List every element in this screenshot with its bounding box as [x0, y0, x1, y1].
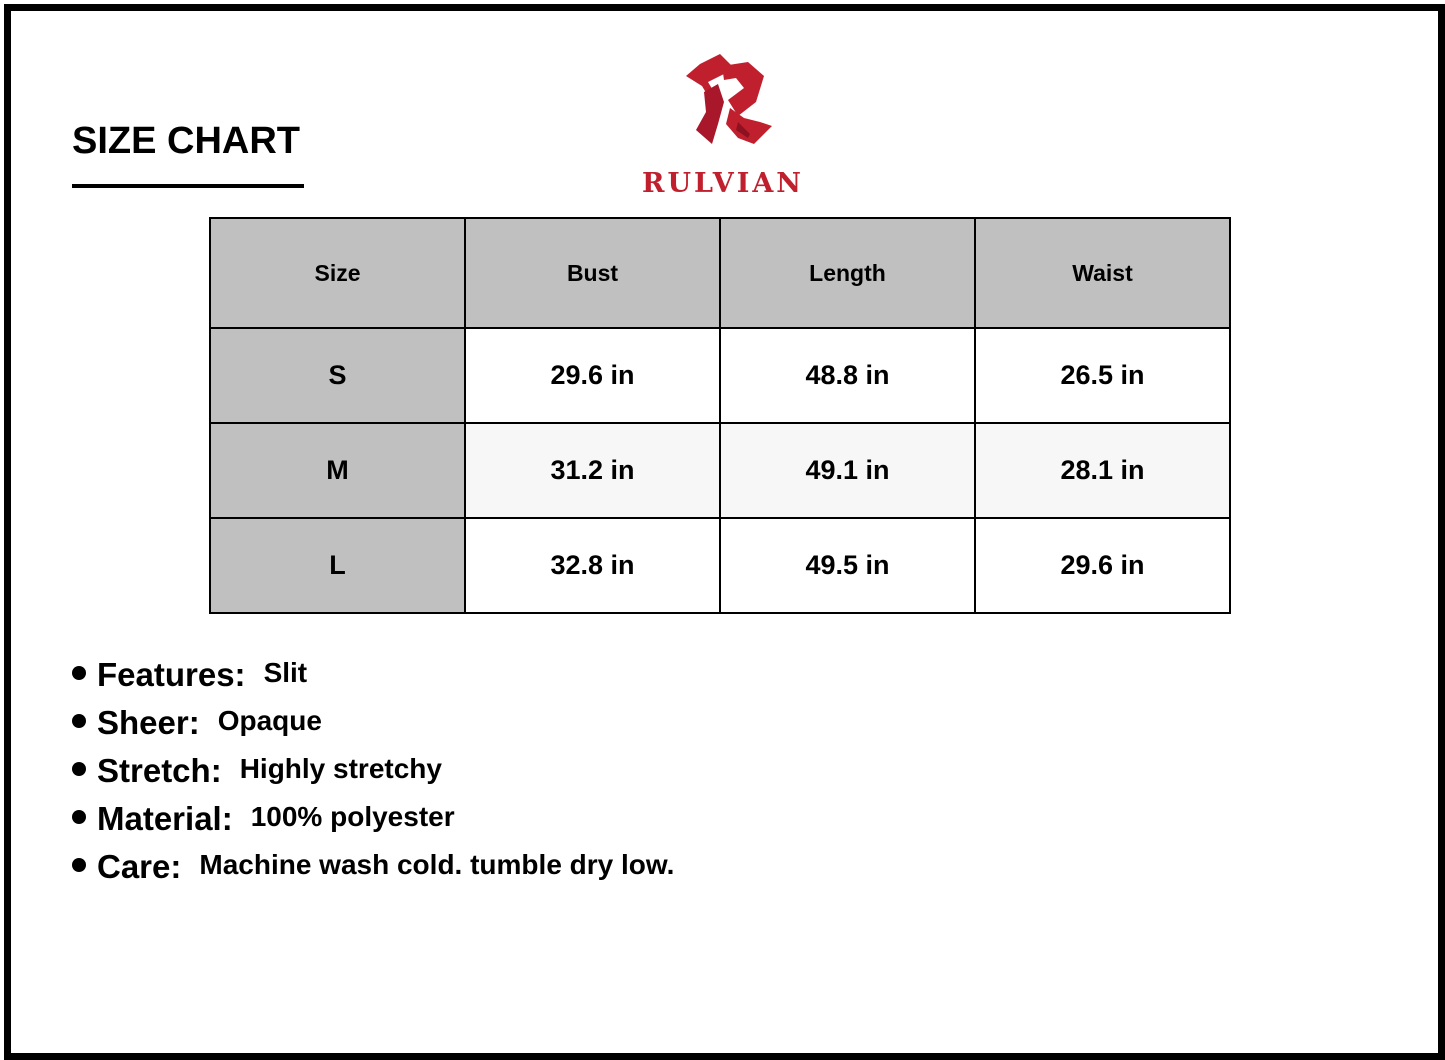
table-row — [210, 518, 1230, 613]
list-item — [72, 800, 674, 848]
page-title: SIZE CHART — [72, 120, 300, 162]
bust-cell: 31.2 in — [465, 423, 720, 518]
table-header-row — [210, 218, 1230, 328]
bullet-icon — [72, 714, 86, 728]
feature-value: Opaque — [217, 705, 322, 736]
waist-cell: 26.5 in — [975, 328, 1230, 423]
feature-value: Machine wash cold. tumble dry low. — [199, 849, 675, 880]
list-item — [72, 848, 674, 896]
list-item — [72, 752, 674, 800]
bust-cell: 32.8 in — [465, 518, 720, 613]
feature-list — [72, 656, 674, 896]
length-cell: 49.1 in — [720, 423, 975, 518]
table-row — [210, 423, 1230, 518]
bullet-icon — [72, 762, 86, 776]
feature-value: Highly stretchy — [239, 753, 442, 784]
list-item — [72, 704, 674, 752]
feature-label: Sheer: — [97, 704, 200, 741]
brand-logo — [626, 52, 820, 202]
length-cell: 48.8 in — [720, 328, 975, 423]
bullet-icon — [72, 810, 86, 824]
feature-label: Features: — [97, 656, 246, 693]
list-item — [72, 656, 674, 704]
size-table — [209, 217, 1231, 614]
title-underline — [72, 184, 304, 188]
waist-cell: 29.6 in — [975, 518, 1230, 613]
feature-label: Care: — [97, 848, 182, 885]
bust-cell: 29.6 in — [465, 328, 720, 423]
table-row — [210, 328, 1230, 423]
size-cell: S — [210, 328, 465, 423]
bullet-icon — [72, 858, 86, 872]
brand-name: RULVIAN — [642, 168, 804, 199]
feature-label: Material: — [97, 800, 233, 837]
bullet-icon — [72, 666, 86, 680]
header-bust: Bust — [465, 218, 720, 328]
waist-cell: 28.1 in — [975, 423, 1230, 518]
header-size: Size — [210, 218, 465, 328]
feature-value: 100% polyester — [250, 801, 455, 832]
header-length: Length — [720, 218, 975, 328]
length-cell: 49.5 in — [720, 518, 975, 613]
rulvian-r-logo-icon — [678, 52, 774, 162]
header-waist: Waist — [975, 218, 1230, 328]
feature-label: Stretch: — [97, 752, 222, 789]
size-cell: M — [210, 423, 465, 518]
feature-value: Slit — [263, 657, 308, 688]
size-cell: L — [210, 518, 465, 613]
